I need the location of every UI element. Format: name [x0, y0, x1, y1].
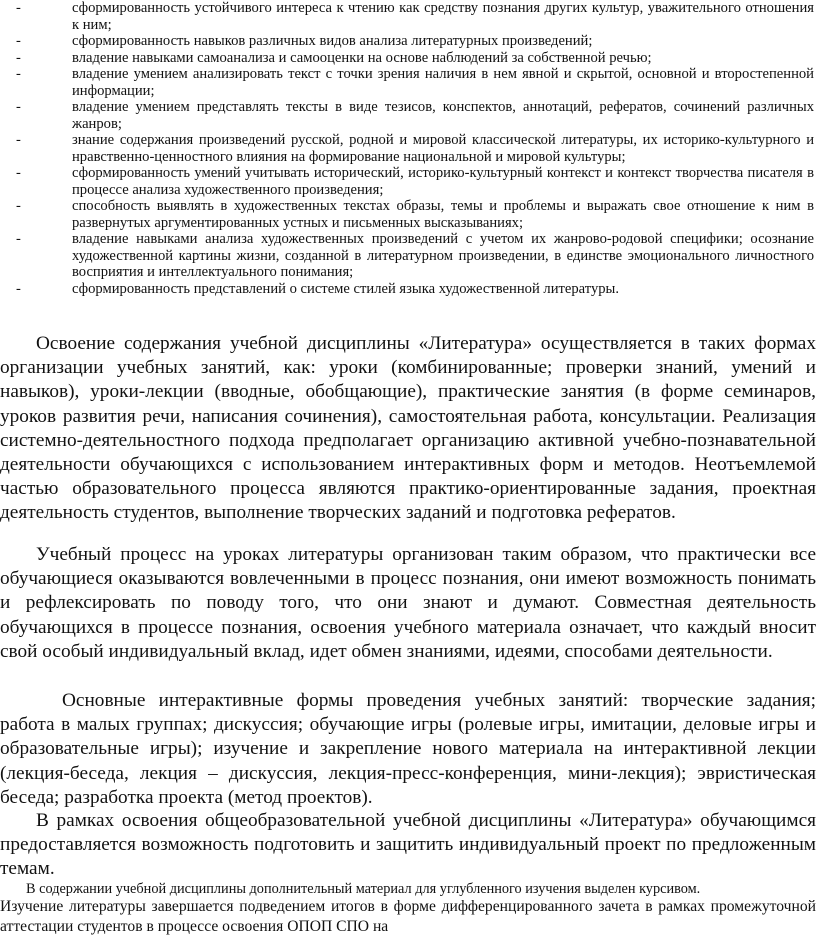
list-item: - владение умением представлять тексты в виде тезисов, конспектов, аннотаций, рефератов, сочинений различных жанров;: [0, 99, 816, 132]
list-item: - сформированность умений учитывать исторический, историко-культурный контекст и контекст творчества писателя в процессе анализа художественного произведения;: [0, 165, 816, 198]
paragraph-individual-project: В рамках освоения общеобразовательной учебной дисциплины «Литература» обучающимся предоставляется возможность подготовить и защитить индивидуальный проект по предложенным темам.: [0, 810, 816, 880]
paragraph-forms-of-study: Освоение содержания учебной дисциплины «Литература» осуществляется в таких формах организации учебных занятий, как: уроки (комбинированные; проверки знаний, умений и навыков), уроки-лекции (вводные, обобщающие), практические занятия (в форме семинаров, уроков развития речи, написания сочинения), самостоятельная работа, консультации. Реализация системно-деятельностного подхода предполагает организацию активной учебно-познавательной деятельности обучающихся с использованием интерактивных форм и методов. Неотъемлемой частью образовательного процесса являются практико-ориентированные задания, проектная деятельность студентов, выполнение творческих заданий и подготовка рефератов.: [0, 333, 816, 524]
final-assessment-text: Изучение литературы завершается подведением итогов в форме дифференцированного зачета в рамках промежуточной аттестации студентов в процессе освоения ОПОП СПО на: [0, 898, 816, 935]
italic-material-note: В содержании учебной дисциплины дополнительный материал для углубленного изучения выделен курсивом.: [26, 881, 701, 897]
list-item: - знание содержания произведений русской, родной и мировой классической литературы, их историко-культурного и нравственно-ценностного влияния на формирование национальной и мировой культуры;: [0, 132, 816, 165]
paragraph-interactive-forms: Основные интерактивные формы проведения учебных занятий: творческие задания; работа в малых группах; дискуссия; обучающие игры (ролевые игры, имитации, деловые игры и образовательные игры); изучение и закрепление нового материала на интерактивной лекции (лекция-беседа, лекция – дискуссия, лекция-пресс-конференция, мини-лекция); эвристическая беседа; разработка проекта (метод проектов).: [0, 690, 816, 808]
list-item: - сформированность навыков различных видов анализа литературных произведений;: [0, 33, 816, 50]
list-item: - сформированность представлений о системе стилей языка художественной литературы.: [0, 281, 816, 298]
list-item: - владение навыками анализа художественных произведений с учетом их жанрово-родовой специфики; осознание художественной картины жизни, созданной в литературном произведении, в единстве эмоционального личностного восприятия и интеллектуального понимания;: [0, 231, 816, 281]
list-item: - владение навыками самоанализа и самооценки на основе наблюдений за собственной речью;: [0, 50, 816, 67]
paragraph-learning-process: Учебный процесс на уроках литературы организован таким образом, что практически все обучающиеся оказываются вовлеченными в процесс познания, они имеют возможность понимать и рефлексировать по поводу того, что они знают и думают. Совместная деятельность обучающихся в процессе познания, освоения учебного материала означает, что каждый вносит свой особый индивидуальный вклад, идет обмен знаниями, идеями, способами деятельности.: [0, 544, 816, 662]
list-item: - сформированность устойчивого интереса к чтению как средству познания других культур, уважительного отношения к ним;: [0, 0, 816, 33]
competency-list: [0, 0, 816, 297]
list-item: - владение умением анализировать текст с точки зрения наличия в нем явной и скрытой, основной и второстепенной информации;: [0, 66, 816, 99]
list-item: - способность выявлять в художественных текстах образы, темы и проблемы и выражать свое отношение к ним в развернутых аргументированных устных и письменных высказываниях;: [0, 198, 816, 231]
